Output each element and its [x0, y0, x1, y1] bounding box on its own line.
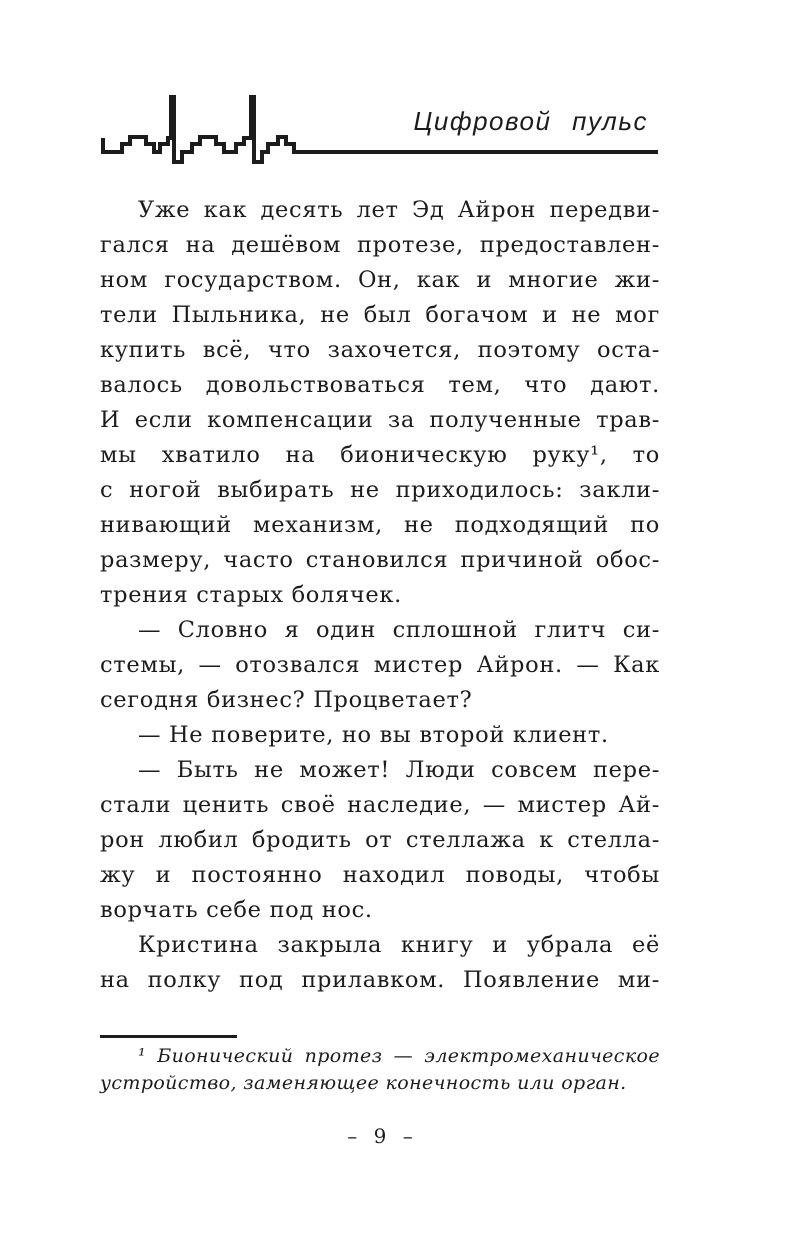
text-line: мы хватило на бионическую руку¹, то	[100, 442, 660, 468]
text-line: ном государством. Он, как и многие жи-	[100, 267, 660, 293]
text-line: сегодня бизнес? Процветает?	[100, 687, 473, 713]
text-line: Уже как десять лет Эд Айрон передви-	[138, 197, 660, 223]
text-line: на полку под прилавком. Появление ми-	[100, 967, 660, 993]
text-line: нивающий механизм, не подходящий по	[100, 512, 660, 538]
text-line: устройство, заменяющее конечность или орган.	[100, 1072, 627, 1094]
text-line: размеру, часто становился причиной обос-	[100, 547, 660, 573]
page-title: Цифровой пульс	[413, 106, 648, 136]
text-line: жу и постоянно находил поводы, чтобы	[100, 862, 660, 888]
text-line: с ногой выбирать не приходилось: закли-	[100, 477, 660, 503]
text-line: валось довольствоваться тем, что дают.	[100, 372, 660, 398]
text-line: ворчать себе под нос.	[100, 897, 373, 923]
text-line: — Словно я один сплошной глитч си-	[138, 617, 660, 643]
footnote-text	[100, 1043, 660, 1097]
text-line: тели Пыльника, не был богачом и не мог	[100, 302, 660, 328]
footnote-separator	[100, 1035, 237, 1038]
text-line: — Быть не может! Люди совсем пере-	[138, 757, 660, 783]
text-line: трения старых болячек.	[100, 582, 402, 608]
text-line: ¹ Бионический протез — электромеханическое	[138, 1045, 660, 1067]
text-line: гался на дешёвом протезе, предоставлен-	[100, 232, 660, 258]
text-line: купить всё, что захочется, поэтому оста-	[100, 337, 660, 363]
page-number: – 9 –	[347, 1124, 413, 1148]
text-line: рон любил бродить от стеллажа к стелла-	[100, 827, 660, 853]
text-line: стемы, — отозвался мистер Айрон. — Как	[100, 652, 660, 678]
text-line: — Не поверите, но вы второй клиент.	[138, 722, 609, 748]
page-header	[100, 93, 660, 175]
text-line: И если компенсации за полученные трав-	[100, 407, 660, 433]
body-text	[100, 193, 660, 998]
text-line: стали ценить своё наследие, — мистер Ай-	[100, 792, 660, 818]
text-line: Кристина закрыла книгу и убрала её	[138, 932, 660, 958]
